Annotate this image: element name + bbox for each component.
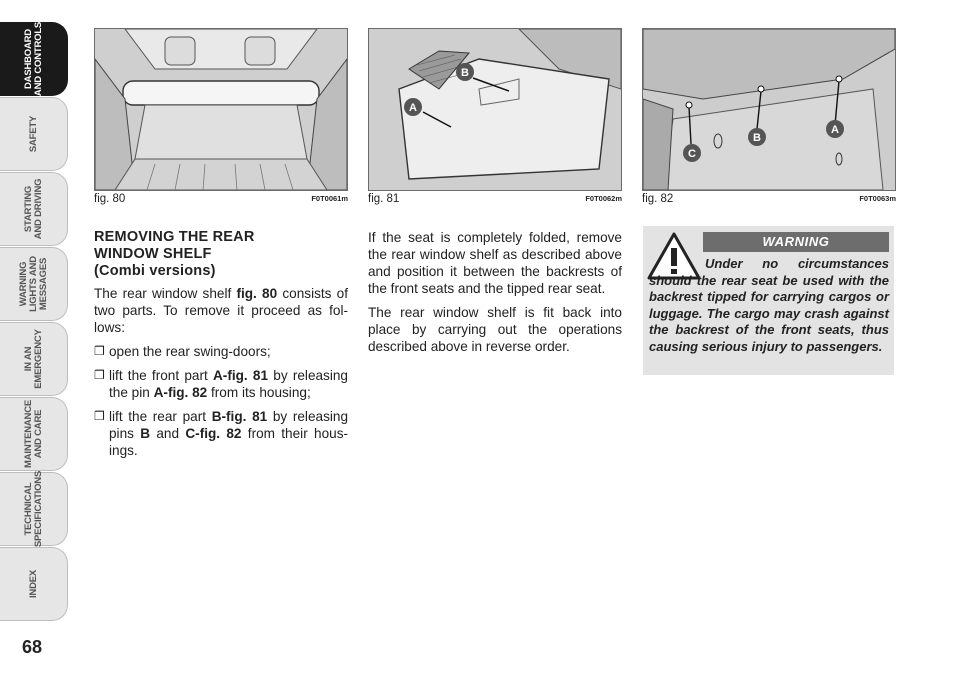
tab-in-an-emergency[interactable] [0,322,68,396]
bullet-item [94,408,348,459]
text: by releasing pins [109,409,349,441]
fig-ref: B [140,426,151,441]
figure-number: fig. 81 [368,193,400,205]
text: lift the rear part [109,409,212,424]
cargo-area-illustration [95,29,347,190]
paragraph-1: If the seat is completely folded, remove the rear window shelf as described above and position it between the backrests of the front seats and the tipped rear seat. [368,230,622,296]
figure-code: F0T0062m [585,194,622,203]
heading-line-1: REMOVING THE REAR [94,229,255,245]
figure-code: F0T0061m [311,194,348,203]
figure-number: fig. 82 [642,193,674,205]
fig-ref: B-fig. 81 [211,409,268,424]
tab-label: SAFETY [27,115,39,153]
section-tabs [0,22,72,622]
tab-safety[interactable] [0,97,68,171]
tab-label: INDEX [27,569,39,599]
text: from its housing; [207,385,311,400]
figure-81-caption [368,193,622,207]
middle-column [368,229,622,362]
fig-ref: fig. 80 [236,286,278,301]
callout-a: A [831,124,839,136]
callout-b: B [753,132,761,144]
checkbox-bullet-icon: ❒ [94,344,105,358]
checkbox-bullet-icon: ❒ [94,409,105,423]
warning-title: WARNING [703,232,889,252]
intro-paragraph [94,285,348,336]
text: open the rear swing-doors; [109,344,271,359]
text: The rear window shelf [94,286,237,301]
figure-82-caption [642,193,896,207]
bullet-item [94,343,348,360]
checkbox-bullet-icon: ❒ [94,368,105,382]
tab-starting-and-driving[interactable] [0,172,68,246]
page-number: 68 [22,637,43,657]
text: by releasing the pin [109,368,348,400]
figure-82 [642,28,896,191]
pins-illustration [643,29,895,190]
callout-b: B [461,67,469,79]
text: from their hous-ings. [109,426,349,458]
fig-ref: A-fig. 82 [153,385,208,400]
figure-number: fig. 80 [94,193,126,205]
warning-text: Under no circumstances should the rear seat be used with the backrest tipped for carrying cargos or luggage. The cargo may crash against the backrest of the front seats, thus causing serious injury to passengers. [649,256,889,354]
tab-dashboard-and-controls[interactable] [0,22,68,96]
tab-label: DASHBOARD AND CONTROLS [22,21,44,97]
heading-line-2: WINDOW SHELF [94,246,212,262]
callout-c: C [688,148,696,160]
text: consists of two parts. To remove it proceed as fol-lows: [94,286,348,335]
warning-box [643,226,894,375]
paragraph-2: The rear window shelf is fit back into place by carrying out the operations described above in reverse order. [368,305,622,354]
tab-warning-lights[interactable] [0,247,68,321]
figure-code: F0T0063m [859,194,896,203]
text: and [150,426,186,441]
text: lift the front part [109,368,213,383]
figure-80-caption [94,193,348,207]
figure-80 [94,28,348,191]
tab-label: MAINTENANCE AND CARE [22,400,44,468]
figure-81 [368,28,622,191]
fig-ref: C-fig. 82 [185,426,242,441]
shelf-illustration [369,29,621,190]
left-column [94,229,348,466]
tab-technical-specifications[interactable] [0,472,68,546]
callout-a: A [409,102,417,114]
tab-label: IN AN EMERGENCY [22,329,44,389]
tab-index[interactable] [0,547,68,621]
bullet-item [94,367,348,401]
heading-sub: (Combi versions) [94,263,216,279]
tab-label: WARNING LIGHTS AND MESSAGES [17,256,49,312]
fig-ref: A-fig. 81 [212,368,269,383]
section-heading [94,229,348,280]
tab-maintenance-and-care[interactable] [0,397,68,471]
tab-label: STARTING AND DRIVING [22,178,44,240]
tab-label: TECHNICAL SPECIFICATIONS [22,470,44,548]
